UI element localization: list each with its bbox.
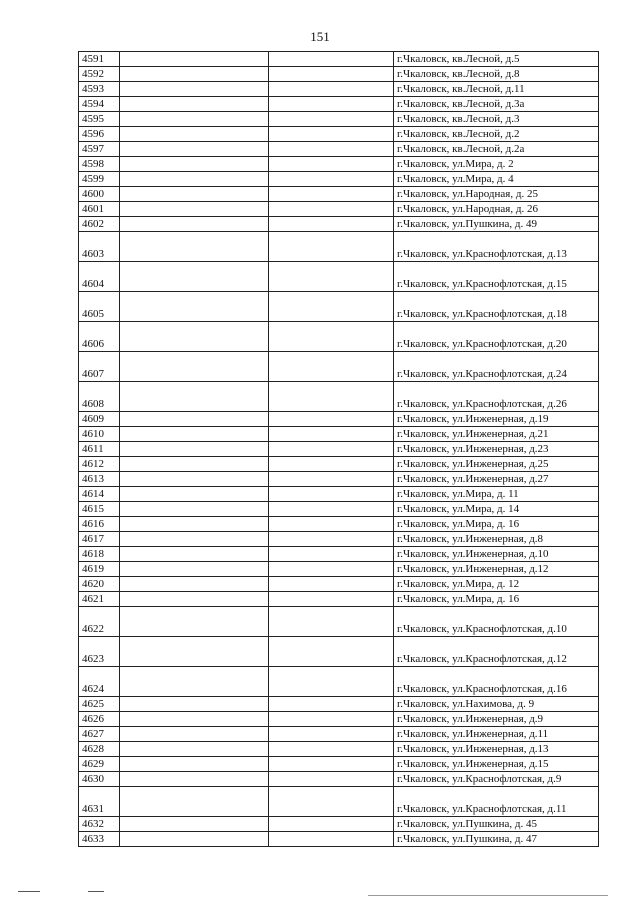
empty-cell bbox=[269, 832, 394, 847]
address-cell: г.Чкаловск, ул.Мира, д. 14 bbox=[394, 502, 599, 517]
row-number-cell: 4601 bbox=[79, 202, 120, 217]
table-row bbox=[79, 577, 599, 592]
empty-cell bbox=[120, 817, 269, 832]
row-number-cell: 4596 bbox=[79, 127, 120, 142]
empty-cell bbox=[269, 532, 394, 547]
table-row bbox=[79, 712, 599, 727]
empty-cell bbox=[120, 52, 269, 67]
address-cell: г.Чкаловск, ул.Инженерная, д.9 bbox=[394, 712, 599, 727]
empty-cell bbox=[120, 742, 269, 757]
empty-cell bbox=[120, 577, 269, 592]
empty-cell bbox=[269, 517, 394, 532]
row-number-cell: 4633 bbox=[79, 832, 120, 847]
table-row bbox=[79, 637, 599, 667]
row-number-cell: 4612 bbox=[79, 457, 120, 472]
address-cell: г.Чкаловск, ул.Краснофлотская, д.26 bbox=[394, 382, 599, 412]
table-row bbox=[79, 142, 599, 157]
row-number-cell: 4610 bbox=[79, 427, 120, 442]
address-cell: г.Чкаловск, ул.Инженерная, д.23 bbox=[394, 442, 599, 457]
empty-cell bbox=[269, 817, 394, 832]
row-number-cell: 4591 bbox=[79, 52, 120, 67]
address-cell: г.Чкаловск, ул.Мира, д. 16 bbox=[394, 592, 599, 607]
row-number-cell: 4608 bbox=[79, 382, 120, 412]
table-row bbox=[79, 532, 599, 547]
table-row bbox=[79, 202, 599, 217]
table-row bbox=[79, 82, 599, 97]
empty-cell bbox=[120, 757, 269, 772]
row-number-cell: 4597 bbox=[79, 142, 120, 157]
row-number-cell: 4595 bbox=[79, 112, 120, 127]
row-number-cell: 4616 bbox=[79, 517, 120, 532]
row-number-cell: 4617 bbox=[79, 532, 120, 547]
empty-cell bbox=[269, 352, 394, 382]
empty-cell bbox=[120, 187, 269, 202]
table-row bbox=[79, 427, 599, 442]
table-row bbox=[79, 352, 599, 382]
scan-artifact bbox=[88, 891, 104, 892]
empty-cell bbox=[269, 697, 394, 712]
table-row bbox=[79, 457, 599, 472]
empty-cell bbox=[120, 727, 269, 742]
address-cell: г.Чкаловск, кв.Лесной, д.3 bbox=[394, 112, 599, 127]
table-row bbox=[79, 232, 599, 262]
table-row bbox=[79, 502, 599, 517]
table-row bbox=[79, 217, 599, 232]
row-number-cell: 4607 bbox=[79, 352, 120, 382]
empty-cell bbox=[269, 172, 394, 187]
row-number-cell: 4629 bbox=[79, 757, 120, 772]
empty-cell bbox=[120, 262, 269, 292]
empty-cell bbox=[269, 202, 394, 217]
empty-cell bbox=[120, 562, 269, 577]
table-row bbox=[79, 772, 599, 787]
table-row bbox=[79, 517, 599, 532]
empty-cell bbox=[120, 607, 269, 637]
table-row bbox=[79, 562, 599, 577]
empty-cell bbox=[120, 427, 269, 442]
address-table bbox=[78, 51, 599, 847]
empty-cell bbox=[269, 232, 394, 262]
empty-cell bbox=[269, 607, 394, 637]
row-number-cell: 4609 bbox=[79, 412, 120, 427]
row-number-cell: 4603 bbox=[79, 232, 120, 262]
table-row bbox=[79, 547, 599, 562]
table-row bbox=[79, 382, 599, 412]
empty-cell bbox=[269, 382, 394, 412]
address-cell: г.Чкаловск, кв.Лесной, д.5 bbox=[394, 52, 599, 67]
address-cell: г.Чкаловск, ул.Инженерная, д.10 bbox=[394, 547, 599, 562]
empty-cell bbox=[269, 742, 394, 757]
empty-cell bbox=[120, 457, 269, 472]
address-cell: г.Чкаловск, ул.Инженерная, д.13 bbox=[394, 742, 599, 757]
row-number-cell: 4622 bbox=[79, 607, 120, 637]
empty-cell bbox=[269, 52, 394, 67]
row-number-cell: 4599 bbox=[79, 172, 120, 187]
address-cell: г.Чкаловск, кв.Лесной, д.11 bbox=[394, 82, 599, 97]
empty-cell bbox=[269, 127, 394, 142]
row-number-cell: 4632 bbox=[79, 817, 120, 832]
empty-cell bbox=[269, 787, 394, 817]
row-number-cell: 4604 bbox=[79, 262, 120, 292]
empty-cell bbox=[120, 442, 269, 457]
table-row bbox=[79, 757, 599, 772]
address-cell: г.Чкаловск, ул.Нахимова, д. 9 bbox=[394, 697, 599, 712]
address-cell: г.Чкаловск, ул.Мира, д. 4 bbox=[394, 172, 599, 187]
table-row bbox=[79, 667, 599, 697]
empty-cell bbox=[120, 157, 269, 172]
empty-cell bbox=[120, 412, 269, 427]
empty-cell bbox=[120, 787, 269, 817]
row-number-cell: 4621 bbox=[79, 592, 120, 607]
table-row bbox=[79, 787, 599, 817]
address-cell: г.Чкаловск, ул.Краснофлотская, д.11 bbox=[394, 787, 599, 817]
address-cell: г.Чкаловск, ул.Народная, д. 25 bbox=[394, 187, 599, 202]
empty-cell bbox=[269, 157, 394, 172]
table-row bbox=[79, 487, 599, 502]
address-cell: г.Чкаловск, ул.Инженерная, д.19 bbox=[394, 412, 599, 427]
row-number-cell: 4624 bbox=[79, 667, 120, 697]
address-cell: г.Чкаловск, ул.Краснофлотская, д.13 bbox=[394, 232, 599, 262]
empty-cell bbox=[269, 667, 394, 697]
empty-cell bbox=[269, 457, 394, 472]
table-row bbox=[79, 727, 599, 742]
row-number-cell: 4626 bbox=[79, 712, 120, 727]
address-cell: г.Чкаловск, кв.Лесной, д.2а bbox=[394, 142, 599, 157]
address-cell: г.Чкаловск, ул.Краснофлотская, д.15 bbox=[394, 262, 599, 292]
table-row bbox=[79, 742, 599, 757]
empty-cell bbox=[120, 322, 269, 352]
row-number-cell: 4598 bbox=[79, 157, 120, 172]
row-number-cell: 4620 bbox=[79, 577, 120, 592]
empty-cell bbox=[269, 547, 394, 562]
row-number-cell: 4593 bbox=[79, 82, 120, 97]
address-cell: г.Чкаловск, ул.Краснофлотская, д.9 bbox=[394, 772, 599, 787]
empty-cell bbox=[120, 97, 269, 112]
row-number-cell: 4606 bbox=[79, 322, 120, 352]
table-row bbox=[79, 592, 599, 607]
empty-cell bbox=[269, 592, 394, 607]
address-cell: г.Чкаловск, ул.Краснофлотская, д.18 bbox=[394, 292, 599, 322]
empty-cell bbox=[269, 637, 394, 667]
empty-cell bbox=[269, 442, 394, 457]
address-cell: г.Чкаловск, ул.Мира, д. 16 bbox=[394, 517, 599, 532]
empty-cell bbox=[120, 637, 269, 667]
row-number-cell: 4630 bbox=[79, 772, 120, 787]
empty-cell bbox=[269, 472, 394, 487]
empty-cell bbox=[269, 487, 394, 502]
empty-cell bbox=[120, 127, 269, 142]
empty-cell bbox=[269, 322, 394, 352]
row-number-cell: 4594 bbox=[79, 97, 120, 112]
empty-cell bbox=[120, 172, 269, 187]
empty-cell bbox=[120, 382, 269, 412]
table-row bbox=[79, 412, 599, 427]
address-cell: г.Чкаловск, кв.Лесной, д.8 bbox=[394, 67, 599, 82]
table-row bbox=[79, 697, 599, 712]
empty-cell bbox=[269, 562, 394, 577]
address-cell: г.Чкаловск, ул.Мира, д. 2 bbox=[394, 157, 599, 172]
empty-cell bbox=[120, 142, 269, 157]
address-cell: г.Чкаловск, ул.Инженерная, д.15 bbox=[394, 757, 599, 772]
empty-cell bbox=[269, 757, 394, 772]
table-row bbox=[79, 262, 599, 292]
empty-cell bbox=[120, 472, 269, 487]
table-row bbox=[79, 292, 599, 322]
empty-cell bbox=[269, 97, 394, 112]
address-cell: г.Чкаловск, ул.Инженерная, д.21 bbox=[394, 427, 599, 442]
address-cell: г.Чкаловск, ул.Мира, д. 12 bbox=[394, 577, 599, 592]
table-row bbox=[79, 832, 599, 847]
table-row bbox=[79, 52, 599, 67]
address-cell: г.Чкаловск, ул.Краснофлотская, д.16 bbox=[394, 667, 599, 697]
empty-cell bbox=[269, 187, 394, 202]
empty-cell bbox=[120, 517, 269, 532]
address-cell: г.Чкаловск, ул.Пушкина, д. 45 bbox=[394, 817, 599, 832]
empty-cell bbox=[269, 577, 394, 592]
table-row bbox=[79, 127, 599, 142]
empty-cell bbox=[120, 832, 269, 847]
row-number-cell: 4592 bbox=[79, 67, 120, 82]
empty-cell bbox=[269, 67, 394, 82]
row-number-cell: 4625 bbox=[79, 697, 120, 712]
table-row bbox=[79, 442, 599, 457]
table-row bbox=[79, 97, 599, 112]
row-number-cell: 4613 bbox=[79, 472, 120, 487]
table-row bbox=[79, 187, 599, 202]
table-row bbox=[79, 472, 599, 487]
empty-cell bbox=[120, 547, 269, 562]
address-cell: г.Чкаловск, ул.Инженерная, д.12 bbox=[394, 562, 599, 577]
empty-cell bbox=[269, 262, 394, 292]
empty-cell bbox=[120, 352, 269, 382]
address-cell: г.Чкаловск, ул.Инженерная, д.27 bbox=[394, 472, 599, 487]
empty-cell bbox=[269, 727, 394, 742]
empty-cell bbox=[120, 292, 269, 322]
empty-cell bbox=[120, 712, 269, 727]
row-number-cell: 4631 bbox=[79, 787, 120, 817]
table-row bbox=[79, 67, 599, 82]
empty-cell bbox=[269, 427, 394, 442]
empty-cell bbox=[269, 292, 394, 322]
row-number-cell: 4602 bbox=[79, 217, 120, 232]
empty-cell bbox=[269, 82, 394, 97]
address-cell: г.Чкаловск, кв.Лесной, д.2 bbox=[394, 127, 599, 142]
empty-cell bbox=[120, 667, 269, 697]
empty-cell bbox=[269, 112, 394, 127]
address-cell: г.Чкаловск, кв.Лесной, д.3а bbox=[394, 97, 599, 112]
row-number-cell: 4619 bbox=[79, 562, 120, 577]
row-number-cell: 4623 bbox=[79, 637, 120, 667]
address-cell: г.Чкаловск, ул.Краснофлотская, д.20 bbox=[394, 322, 599, 352]
address-cell: г.Чкаловск, ул.Краснофлотская, д.10 bbox=[394, 607, 599, 637]
table-row bbox=[79, 112, 599, 127]
empty-cell bbox=[120, 592, 269, 607]
scan-artifact bbox=[368, 895, 608, 896]
empty-cell bbox=[120, 82, 269, 97]
address-cell: г.Чкаловск, ул.Инженерная, д.11 bbox=[394, 727, 599, 742]
empty-cell bbox=[120, 232, 269, 262]
address-cell: г.Чкаловск, ул.Мира, д. 11 bbox=[394, 487, 599, 502]
row-number-cell: 4618 bbox=[79, 547, 120, 562]
empty-cell bbox=[120, 67, 269, 82]
row-number-cell: 4605 bbox=[79, 292, 120, 322]
address-cell: г.Чкаловск, ул.Краснофлотская, д.24 bbox=[394, 352, 599, 382]
row-number-cell: 4600 bbox=[79, 187, 120, 202]
empty-cell bbox=[269, 217, 394, 232]
table-row bbox=[79, 817, 599, 832]
address-cell: г.Чкаловск, ул.Инженерная, д.8 bbox=[394, 532, 599, 547]
table-row bbox=[79, 607, 599, 637]
row-number-cell: 4615 bbox=[79, 502, 120, 517]
empty-cell bbox=[269, 502, 394, 517]
address-table-body bbox=[79, 52, 599, 847]
empty-cell bbox=[120, 502, 269, 517]
address-cell: г.Чкаловск, ул.Инженерная, д.25 bbox=[394, 457, 599, 472]
address-cell: г.Чкаловск, ул.Краснофлотская, д.12 bbox=[394, 637, 599, 667]
table-row bbox=[79, 322, 599, 352]
empty-cell bbox=[120, 697, 269, 712]
empty-cell bbox=[120, 772, 269, 787]
scan-artifact bbox=[18, 891, 40, 892]
page-number: 151 bbox=[310, 29, 330, 44]
row-number-cell: 4627 bbox=[79, 727, 120, 742]
row-number-cell: 4611 bbox=[79, 442, 120, 457]
address-cell: г.Чкаловск, ул.Пушкина, д. 47 bbox=[394, 832, 599, 847]
empty-cell bbox=[120, 487, 269, 502]
table-row bbox=[79, 157, 599, 172]
row-number-cell: 4614 bbox=[79, 487, 120, 502]
address-cell: г.Чкаловск, ул.Народная, д. 26 bbox=[394, 202, 599, 217]
empty-cell bbox=[269, 142, 394, 157]
empty-cell bbox=[120, 202, 269, 217]
empty-cell bbox=[269, 712, 394, 727]
empty-cell bbox=[269, 772, 394, 787]
empty-cell bbox=[120, 532, 269, 547]
table-row bbox=[79, 172, 599, 187]
address-cell: г.Чкаловск, ул.Пушкина, д. 49 bbox=[394, 217, 599, 232]
row-number-cell: 4628 bbox=[79, 742, 120, 757]
empty-cell bbox=[269, 412, 394, 427]
empty-cell bbox=[120, 112, 269, 127]
empty-cell bbox=[120, 217, 269, 232]
